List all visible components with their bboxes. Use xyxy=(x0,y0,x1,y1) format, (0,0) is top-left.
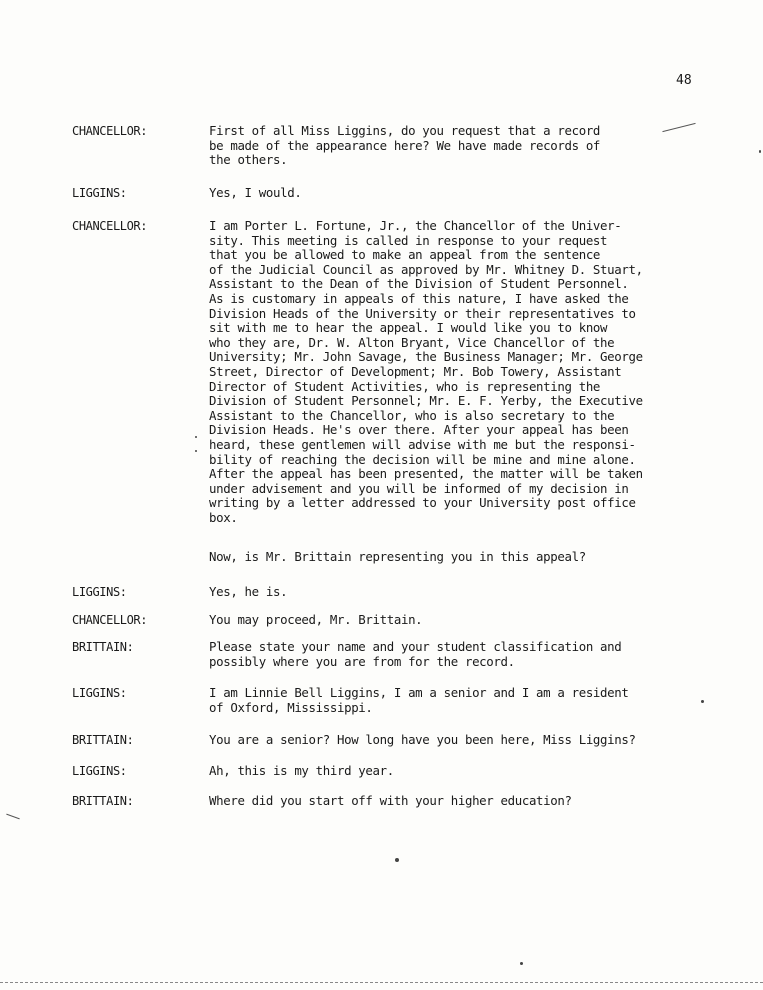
scan-bottom-edge xyxy=(0,982,763,984)
speech-text: I am Porter L. Fortune, Jr., the Chancellor of the Univer- sity. This meeting is called in response to your request that you be allowed to make an appeal from the sentence of the Judicial Council as approved by Mr. Whitney D. Stuart, Assistant to the Dean of the Division of Student Personnel. As is customary in appeals of this nature, I have asked the Division Heads of the University or their representatives to sit with me to hear the appeal. I would like you to know who they are, Dr. W. Alton Bryant, Vice Chancellor of the University; Mr. John Savage, the Business Manager; Mr. George Street, Director of Development; Mr. Bob Towery, Assistant Director of Student Activities, who is representing the Division of Student Personnel; Mr. E. F. Yerby, the Executive Assistant to the Chancellor, who is also secretary to the Division Heads. He's over there. After your appeal has been heard, these gentlemen will advise with me but the responsi- bility of reaching the decision will be mine and mine alone. After the appeal has been presented, the matter will be taken under advisement and you will be informed of my decision in writing by a letter addressed to your University post office box. xyxy=(209,218,643,525)
scan-speck xyxy=(195,450,197,452)
speaker-label: CHANCELLOR: xyxy=(72,219,148,233)
speech-text: You may proceed, Mr. Brittain. xyxy=(209,612,423,627)
speaker-label: BRITTAIN: xyxy=(72,794,134,808)
scan-speck xyxy=(520,962,523,965)
scan-speck xyxy=(395,858,399,862)
speaker-label: LIGGINS: xyxy=(72,686,127,700)
speech-text: Yes, I would. xyxy=(209,185,302,200)
speaker-label: LIGGINS: xyxy=(72,186,127,200)
speech-text: I am Linnie Bell Liggins, I am a senior and I am a resident of Oxford, Mississippi. xyxy=(209,685,629,715)
scan-speck xyxy=(701,700,704,703)
speech-text: Ah, this is my third year. xyxy=(209,763,394,778)
speech-text: Yes, he is. xyxy=(209,584,288,599)
speech-text: Where did you start off with your higher education? xyxy=(209,793,572,808)
speaker-label: BRITTAIN: xyxy=(72,640,134,654)
speech-text: Now, is Mr. Brittain representing you in this appeal? xyxy=(209,549,586,564)
speech-text: You are a senior? How long have you been here, Miss Liggins? xyxy=(209,732,636,747)
speaker-label: CHANCELLOR: xyxy=(72,613,148,627)
page-number: 48 xyxy=(676,73,692,88)
speaker-label: LIGGINS: xyxy=(72,764,127,778)
speaker-label: CHANCELLOR: xyxy=(72,124,148,138)
margin-stroke-mark xyxy=(6,814,19,820)
scan-speck xyxy=(759,150,761,153)
scan-speck xyxy=(195,436,197,438)
speaker-label: LIGGINS: xyxy=(72,585,127,599)
speaker-label: BRITTAIN: xyxy=(72,733,134,747)
speech-text: Please state your name and your student classification and possibly where you are from for the record. xyxy=(209,639,622,669)
speech-text: First of all Miss Liggins, do you request that a record be made of the appearance here? We have made records of the others. xyxy=(209,123,601,168)
